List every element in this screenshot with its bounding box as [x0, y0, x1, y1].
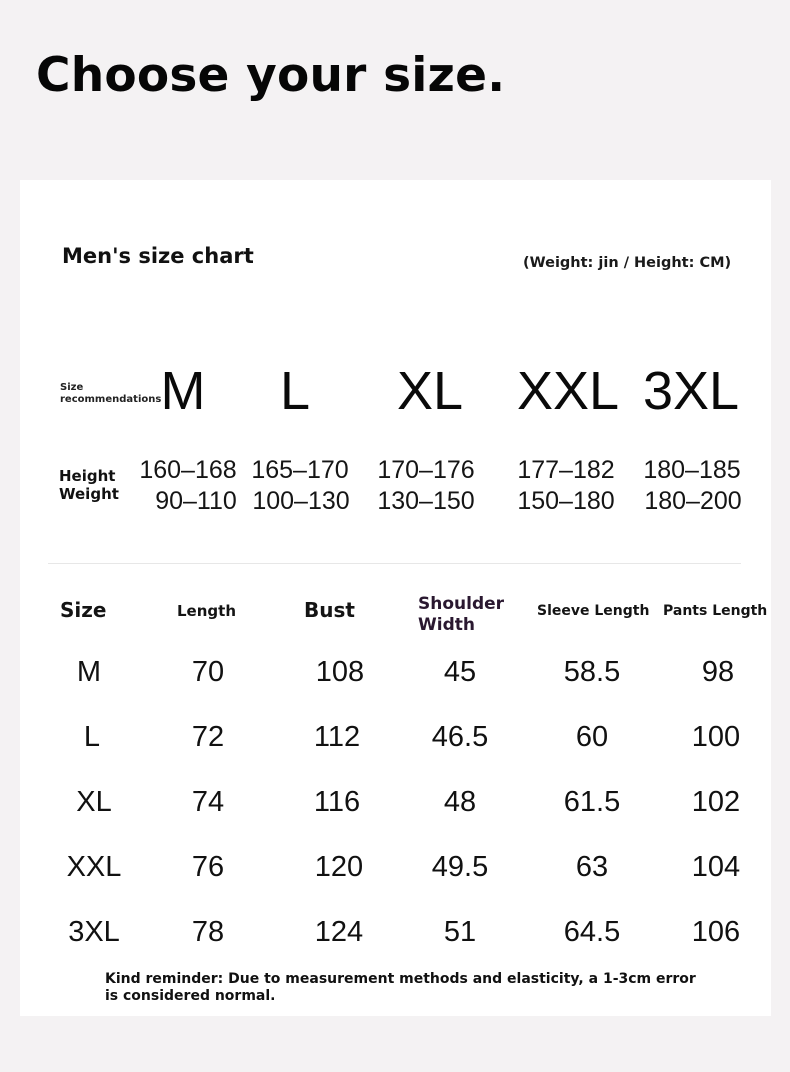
- cell-length: 72: [191, 721, 225, 753]
- header-shoulder-width: Shoulder Width: [418, 594, 505, 635]
- rec-size-xxl: XXL: [516, 361, 620, 421]
- cell-length: 76: [191, 851, 225, 883]
- cell-length: 74: [191, 786, 225, 818]
- cell-pants: 102: [691, 786, 741, 818]
- cell-bust: 120: [314, 851, 364, 883]
- cell-length: 78: [191, 916, 225, 948]
- header-size: Size: [60, 598, 107, 622]
- header-length: Length: [177, 602, 236, 620]
- rec-height-l: 165–170: [251, 456, 349, 484]
- cell-size: XL: [76, 786, 112, 818]
- rec-weight-m: 90–110: [155, 487, 237, 515]
- size-recommendations-label: [60, 382, 161, 406]
- cell-pants: 100: [691, 721, 741, 753]
- cell-pants: 104: [691, 851, 741, 883]
- cell-shoulder: 45: [443, 656, 477, 688]
- cell-bust: 108: [315, 656, 365, 688]
- rec-height-xl: 170–176: [377, 456, 475, 484]
- cell-length: 70: [191, 656, 225, 688]
- rec-height-xxl: 177–182: [517, 456, 615, 484]
- cell-size: 3XL: [68, 916, 120, 948]
- cell-sleeve: 61.5: [563, 786, 621, 818]
- cell-sleeve: 64.5: [563, 916, 621, 948]
- size-recommendations-label-line1: Size: [60, 382, 84, 393]
- rec-weight-3xl: 180–200: [644, 487, 742, 515]
- header-bust: Bust: [304, 598, 355, 622]
- cell-shoulder: 49.5: [431, 851, 489, 883]
- rec-size-l: L: [279, 361, 311, 421]
- height-label: Height: [59, 467, 116, 485]
- kind-reminder: Kind reminder: Due to measurement methods and elasticity, a 1-3cm error is considered normal.: [105, 971, 696, 1004]
- weight-label: Weight: [59, 485, 119, 503]
- cell-sleeve: 63: [575, 851, 609, 883]
- unit-note: (Weight: jin / Height: CM): [523, 255, 732, 271]
- rec-weight-l: 100–130: [252, 487, 350, 515]
- rec-weight-xl: 130–150: [377, 487, 475, 515]
- rec-height-3xl: 180–185: [643, 456, 741, 484]
- cell-size: XXL: [66, 851, 122, 883]
- rec-size-3xl: 3XL: [642, 361, 740, 421]
- header-sleeve-length: Sleeve Length: [537, 603, 650, 619]
- size-recommendations-label-line2: recommendations: [60, 394, 162, 405]
- section-divider: [48, 563, 741, 564]
- chart-title: Men's size chart: [62, 244, 254, 268]
- size-chart-card: [20, 180, 771, 1016]
- cell-shoulder: 51: [443, 916, 477, 948]
- header-pants-length: Pants Length: [663, 603, 768, 619]
- cell-bust: 112: [313, 721, 361, 753]
- cell-size: M: [76, 656, 102, 688]
- cell-size: L: [83, 721, 101, 753]
- cell-shoulder: 48: [443, 786, 477, 818]
- rec-height-m: 160–168: [139, 456, 237, 484]
- rec-size-m: M: [160, 361, 206, 421]
- cell-shoulder: 46.5: [431, 721, 489, 753]
- cell-bust: 116: [313, 786, 361, 818]
- rec-size-xl: XL: [396, 361, 464, 421]
- cell-sleeve: 58.5: [563, 656, 621, 688]
- cell-pants: 106: [691, 916, 741, 948]
- cell-pants: 98: [701, 656, 735, 688]
- page-headline: Choose your size.: [36, 48, 506, 103]
- cell-sleeve: 60: [575, 721, 609, 753]
- rec-weight-xxl: 150–180: [517, 487, 615, 515]
- cell-bust: 124: [314, 916, 364, 948]
- height-weight-label: [59, 467, 119, 503]
